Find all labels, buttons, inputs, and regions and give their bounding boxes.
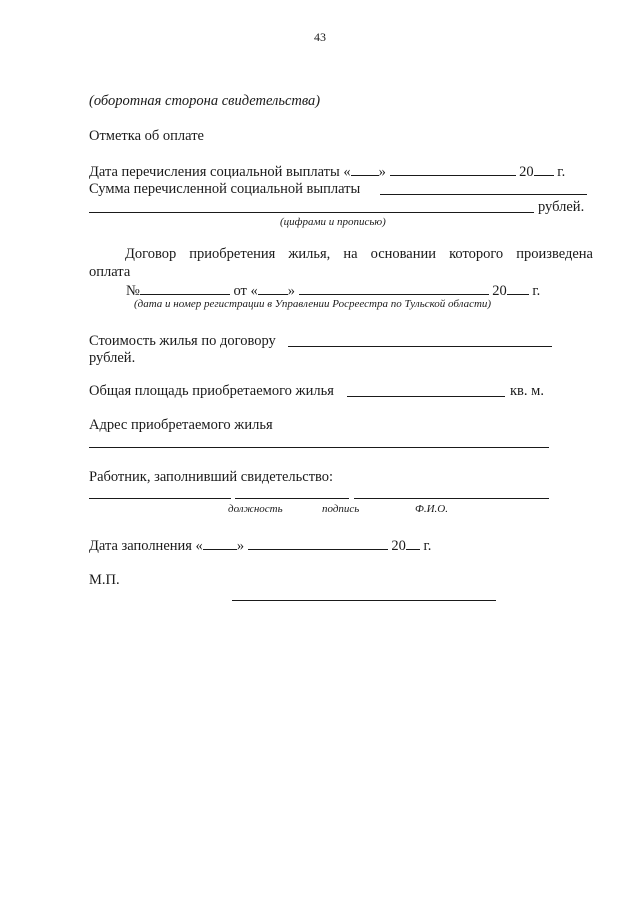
address-field[interactable]: [89, 447, 549, 448]
area-label: Общая площадь приобретаемого жилья: [89, 383, 334, 399]
amount-field-2[interactable]: [89, 212, 534, 213]
fill-year-suffix: г.: [423, 538, 432, 554]
contract-month-field[interactable]: [299, 281, 489, 295]
sig-position-hint: должность: [228, 503, 283, 515]
contract-quote-close: »: [287, 283, 295, 299]
fill-day-field[interactable]: [203, 536, 237, 550]
contract-text-cont: оплата: [89, 264, 131, 280]
fill-date-quote-close: »: [236, 538, 245, 554]
contract-number-field[interactable]: [140, 281, 230, 295]
transfer-year-field[interactable]: [534, 162, 554, 176]
address-label: Адрес приобретаемого жилья: [89, 417, 273, 433]
fill-year-prefix: 20: [391, 538, 406, 554]
area-field[interactable]: [347, 396, 505, 397]
amount-field-1[interactable]: [380, 194, 587, 195]
stamp-signature-line[interactable]: [232, 600, 496, 601]
transfer-month-field[interactable]: [390, 162, 516, 176]
area-unit: кв. м.: [510, 383, 544, 399]
worker-label: Работник, заполнивший свидетельство:: [89, 469, 334, 485]
amount-currency: рублей.: [538, 199, 585, 215]
subtitle: (оборотная сторона свидетельства): [89, 93, 321, 109]
contract-number-sign: №: [126, 283, 140, 299]
transfer-date-row: [89, 162, 565, 181]
contract-year-field[interactable]: [507, 281, 529, 295]
contract-from-label: от «: [233, 283, 258, 299]
transfer-date-quote-close: »: [378, 164, 386, 180]
stamp-label: М.П.: [89, 572, 120, 588]
payment-mark-heading: Отметка об оплате: [89, 128, 204, 144]
cost-field[interactable]: [288, 346, 552, 347]
amount-hint: (цифрами и прописью): [280, 216, 386, 228]
transfer-day-field[interactable]: [351, 162, 379, 176]
contract-year-prefix: 20: [492, 283, 507, 299]
transfer-date-label: Дата перечисления социальной выплаты «: [89, 164, 351, 180]
cost-currency: рублей.: [89, 350, 136, 366]
transfer-year-prefix: 20: [519, 164, 534, 180]
fill-year-field[interactable]: [406, 536, 420, 550]
contract-day-field[interactable]: [258, 281, 288, 295]
transfer-year-suffix: г.: [557, 164, 566, 180]
fill-date-row: [89, 536, 431, 555]
fill-date-label: Дата заполнения «: [89, 538, 203, 554]
contract-text: Договор приобретения жилья, на основании которого произведена: [125, 246, 593, 262]
worker-line-left[interactable]: [89, 498, 231, 499]
page-number: 43: [314, 30, 326, 44]
worker-name-field[interactable]: [354, 498, 549, 499]
contract-year-suffix: г.: [532, 283, 541, 299]
fill-month-field[interactable]: [248, 536, 388, 550]
amount-label: Сумма перечисленной социальной выплаты: [89, 181, 361, 197]
cost-label: Стоимость жилья по договору: [89, 333, 276, 349]
worker-position-field[interactable]: [235, 498, 349, 499]
sig-signature-hint: подпись: [322, 503, 360, 515]
sig-name-hint: Ф.И.О.: [415, 503, 448, 515]
contract-hint: (дата и номер регистрации в Управлении Росреестра по Тульской области): [134, 298, 492, 310]
